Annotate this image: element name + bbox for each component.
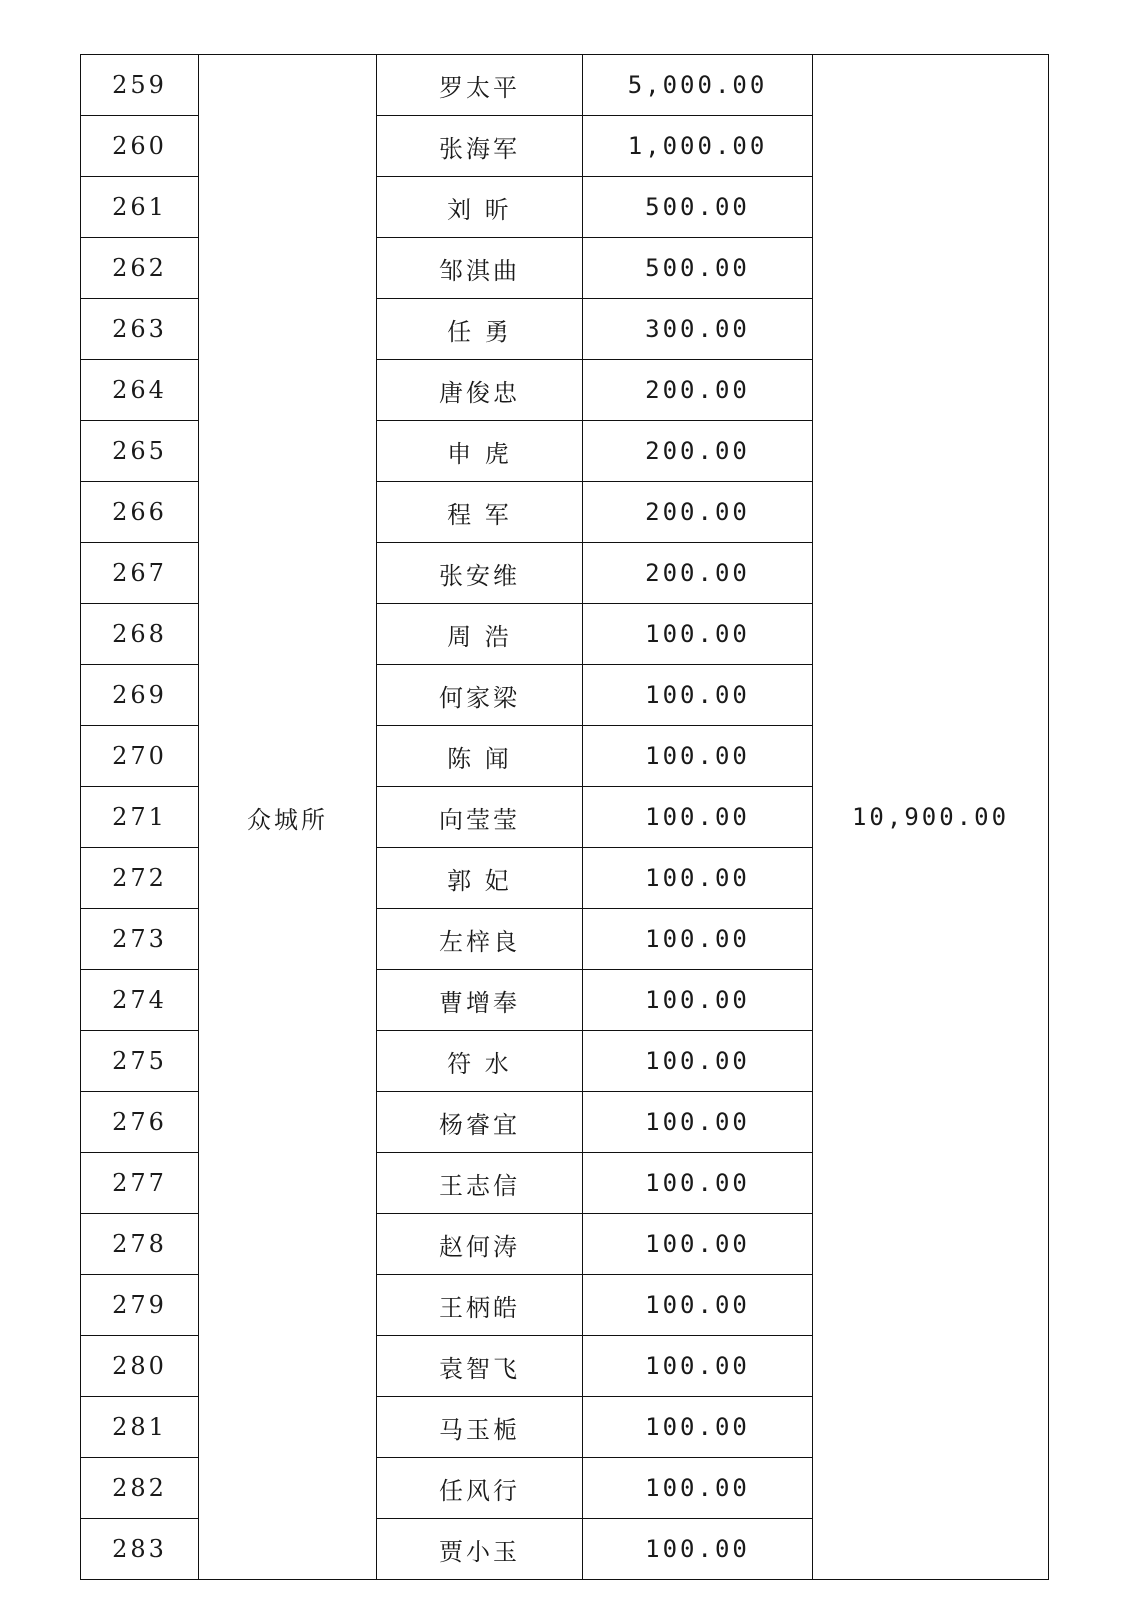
amount-cell: 100.00 bbox=[583, 1336, 813, 1397]
row-number-cell: 264 bbox=[81, 360, 199, 421]
donor-name-cell: 任 勇 bbox=[377, 299, 583, 360]
row-number-cell: 270 bbox=[81, 726, 199, 787]
amount-cell: 100.00 bbox=[583, 604, 813, 665]
row-number-cell: 280 bbox=[81, 1336, 199, 1397]
row-number-cell: 281 bbox=[81, 1397, 199, 1458]
donor-name-cell: 赵何涛 bbox=[377, 1214, 583, 1275]
row-number-cell: 283 bbox=[81, 1519, 199, 1580]
amount-cell: 1,000.00 bbox=[583, 116, 813, 177]
donor-name-cell: 马玉栀 bbox=[377, 1397, 583, 1458]
row-number-cell: 277 bbox=[81, 1153, 199, 1214]
amount-cell: 100.00 bbox=[583, 1519, 813, 1580]
amount-cell: 100.00 bbox=[583, 787, 813, 848]
amount-cell: 100.00 bbox=[583, 848, 813, 909]
row-number-cell: 267 bbox=[81, 543, 199, 604]
row-number-cell: 265 bbox=[81, 421, 199, 482]
donor-name-cell: 程 军 bbox=[377, 482, 583, 543]
amount-cell: 300.00 bbox=[583, 299, 813, 360]
amount-cell: 500.00 bbox=[583, 238, 813, 299]
row-number-cell: 274 bbox=[81, 970, 199, 1031]
donor-name-cell: 左梓良 bbox=[377, 909, 583, 970]
row-number-cell: 259 bbox=[81, 55, 199, 116]
donor-name-cell: 罗太平 bbox=[377, 55, 583, 116]
donor-name-cell: 周 浩 bbox=[377, 604, 583, 665]
amount-cell: 100.00 bbox=[583, 1214, 813, 1275]
donor-name-cell: 陈 闻 bbox=[377, 726, 583, 787]
donor-name-cell: 刘 昕 bbox=[377, 177, 583, 238]
amount-cell: 100.00 bbox=[583, 1458, 813, 1519]
amount-cell: 200.00 bbox=[583, 543, 813, 604]
amount-cell: 200.00 bbox=[583, 482, 813, 543]
row-number-cell: 262 bbox=[81, 238, 199, 299]
amount-cell: 100.00 bbox=[583, 1031, 813, 1092]
amount-cell: 100.00 bbox=[583, 970, 813, 1031]
amount-cell: 5,000.00 bbox=[583, 55, 813, 116]
amount-cell: 200.00 bbox=[583, 360, 813, 421]
donor-name-cell: 任风行 bbox=[377, 1458, 583, 1519]
amount-cell: 100.00 bbox=[583, 1397, 813, 1458]
unit-cell: 众城所 bbox=[199, 55, 377, 1580]
table-row bbox=[81, 55, 1049, 116]
donor-name-cell: 向莹莹 bbox=[377, 787, 583, 848]
row-number-cell: 271 bbox=[81, 787, 199, 848]
row-number-cell: 269 bbox=[81, 665, 199, 726]
row-number-cell: 275 bbox=[81, 1031, 199, 1092]
row-number-cell: 261 bbox=[81, 177, 199, 238]
donor-name-cell: 杨睿宜 bbox=[377, 1092, 583, 1153]
table-body bbox=[81, 55, 1049, 1580]
donor-name-cell: 郭 妃 bbox=[377, 848, 583, 909]
row-number-cell: 278 bbox=[81, 1214, 199, 1275]
donor-name-cell: 何家梁 bbox=[377, 665, 583, 726]
row-number-cell: 276 bbox=[81, 1092, 199, 1153]
donor-name-cell: 张安维 bbox=[377, 543, 583, 604]
row-number-cell: 260 bbox=[81, 116, 199, 177]
subtotal-cell: 10,900.00 bbox=[813, 55, 1049, 1580]
donor-name-cell: 张海军 bbox=[377, 116, 583, 177]
row-number-cell: 282 bbox=[81, 1458, 199, 1519]
row-number-cell: 266 bbox=[81, 482, 199, 543]
amount-cell: 100.00 bbox=[583, 1275, 813, 1336]
amount-cell: 100.00 bbox=[583, 1092, 813, 1153]
row-number-cell: 279 bbox=[81, 1275, 199, 1336]
donor-name-cell: 唐俊忠 bbox=[377, 360, 583, 421]
amount-cell: 100.00 bbox=[583, 909, 813, 970]
amount-cell: 200.00 bbox=[583, 421, 813, 482]
row-number-cell: 272 bbox=[81, 848, 199, 909]
donor-name-cell: 申 虎 bbox=[377, 421, 583, 482]
donor-name-cell: 王志信 bbox=[377, 1153, 583, 1214]
donor-name-cell: 袁智飞 bbox=[377, 1336, 583, 1397]
amount-cell: 100.00 bbox=[583, 726, 813, 787]
donor-name-cell: 贾小玉 bbox=[377, 1519, 583, 1580]
row-number-cell: 268 bbox=[81, 604, 199, 665]
row-number-cell: 263 bbox=[81, 299, 199, 360]
amount-cell: 500.00 bbox=[583, 177, 813, 238]
donor-name-cell: 邹淇曲 bbox=[377, 238, 583, 299]
donor-name-cell: 王柄皓 bbox=[377, 1275, 583, 1336]
document-page bbox=[80, 54, 1048, 1564]
row-number-cell: 273 bbox=[81, 909, 199, 970]
donor-name-cell: 符 水 bbox=[377, 1031, 583, 1092]
donor-name-cell: 曹增奉 bbox=[377, 970, 583, 1031]
amount-cell: 100.00 bbox=[583, 665, 813, 726]
donation-table bbox=[80, 54, 1049, 1580]
amount-cell: 100.00 bbox=[583, 1153, 813, 1214]
